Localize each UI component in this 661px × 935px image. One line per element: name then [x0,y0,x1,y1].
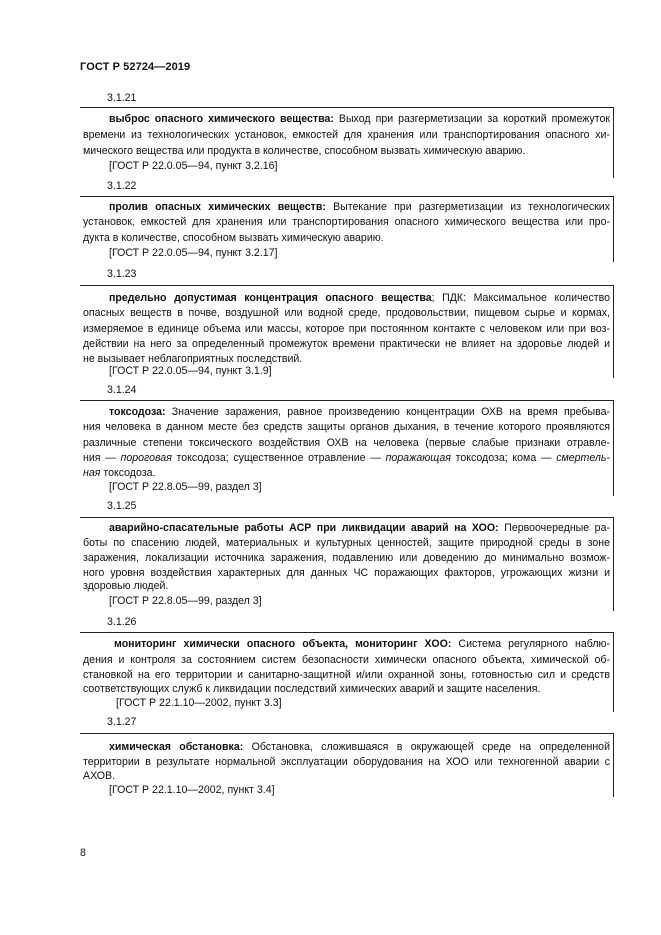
term-number: 3.1.21 [107,92,137,104]
term-definition-line: боты по спасению людей, материальных и культурных ценностей, защите природной среды в зоне [83,537,610,549]
term-definition-line: мического вещества или продукта в количестве, способном вызвать химическую аварию. [83,145,526,157]
term-definition-line: установок, емкостей для хранения или транспортирования опасного химического вещества или про- [83,216,610,228]
term-definition-line: территории в результате нормальной эксплуатации оборудования на ХОО или техногенной аварии с [83,756,610,768]
term-title: токсодоза: [109,406,166,418]
term-source-reference: [ГОСТ Р 22.8.05—99, раздел 3] [109,595,262,607]
term-box [80,107,614,178]
term-definition-line: действии на него за определенный промежуток времени практически не влияет на здоровье людей и [83,338,610,350]
term-definition-line: выброс опасного химического вещества: Выход при разгерметизации за короткий промежуток [109,113,610,125]
term-title: пролив опасных химических веществ: [109,201,326,213]
term-definition-line: пролив опасных химических веществ: Вытекание при разгерметизации из технологических [109,201,611,213]
term-source-reference: [ГОСТ Р 22.1.10—2002, пункт 3.3] [116,697,282,709]
term-box [80,400,614,496]
term-definition-line: дукта в количестве, способном вызвать химическую аварию. [83,232,384,244]
term-definition-line: ная токсодоза. [83,467,156,479]
term-definition-line: ния человека в данном месте без средств защиты органов дыхания, в течение которого проявляются [83,421,610,433]
term-source-reference: [ГОСТ Р 22.8.05—99, раздел 3] [109,481,262,493]
term-title: химическая обстановка: [109,741,244,753]
term-definition-line: дения и контроля за состоянием систем безопасности химически опасного объекта, химической об- [83,654,610,666]
term-box [80,285,614,378]
term-number: 3.1.23 [107,268,137,280]
term-box [80,632,614,712]
term-box [80,196,614,262]
term-definition-line: ния — пороговая токсодоза; существенное отравление — поражающая токсодоза; кома — смертель- [83,452,610,464]
term-definition-line: ного уровня воздействия характерных для данных ЧС поражающих факторов, угрожающих жизни и [83,567,610,579]
term-box [80,733,614,797]
term-title: предельно допустимая концентрация опасного вещества [109,292,432,304]
term-definition-line: времени из технологических установок, емкостей для хранения или транспортирования опасного хи- [83,129,610,141]
term-definition-line: не вызывает неблагоприятных последствий. [83,353,303,365]
term-number: 3.1.24 [107,384,137,396]
term-definition-line: АХОВ. [83,770,116,782]
term-definition-line: здоровью людей. [83,580,169,592]
term-definition-line: соответствующих служб к ликвидации последствий химических аварий и защите населения. [83,683,541,695]
term-source-reference: [ГОСТ Р 22.0.05—94, пункт 3.2.16] [109,160,278,172]
term-number: 3.1.22 [107,180,137,192]
term-source-reference: [ГОСТ Р 22.1.10—2002, пункт 3.4] [109,784,275,796]
term-source-reference: [ГОСТ Р 22.0.05—94, пункт 3.1.9] [109,365,272,377]
term-definition-line: заражения, локализации источника заражения, подавлению или доведению до минимально возмож- [83,552,610,564]
term-number: 3.1.25 [107,500,137,512]
term-number: 3.1.26 [107,616,137,628]
term-definition-line: химическая обстановка: Обстановка, сложившаяся в окружающей среде на определенной [109,741,610,753]
term-definition-line: измеряемое в единице объема или массы, которое при постоянном контакте с человеком или при воз- [83,323,610,335]
term-definition-line: мониторинг химически опасного объекта, мониторинг ХОО: Система регулярного наблю- [114,638,610,650]
term-title: мониторинг химически опасного объекта, мониторинг ХОО: [114,638,452,650]
term-box [80,517,614,611]
term-definition-line: токсодоза: Значение заражения, равное произведению концентрации ОХВ на время пребыва- [109,406,610,418]
term-title: выброс опасного химического вещества: [109,113,334,125]
page-number: 8 [80,847,86,859]
term-definition-line: аварийно-спасательные работы АСР при ликвидации аварий на ХОО: Первоочередные ра- [109,522,610,534]
term-number: 3.1.27 [107,716,137,728]
term-definition-line: предельно допустимая концентрация опасного вещества; ПДК: Максимальное количество [109,292,610,304]
term-definition-line: различные степени токсического воздействия ОХВ на человека (первые слабые признаки отравле- [83,437,610,449]
document-header: ГОСТ Р 52724—2019 [80,61,191,73]
term-definition-line: опасных веществ в почве, воздушной или водной среде, продовольствии, пищевом сырье и кормах, [83,307,610,319]
term-definition-line: становкой на его территории и санитарно-защитной и/или охранной зоны, готовностью сил и средств [83,669,610,681]
term-source-reference: [ГОСТ Р 22.0.05—94, пункт 3.2.17] [109,247,278,259]
term-title: аварийно-спасательные работы АСР при ликвидации аварий на ХОО: [109,522,499,534]
